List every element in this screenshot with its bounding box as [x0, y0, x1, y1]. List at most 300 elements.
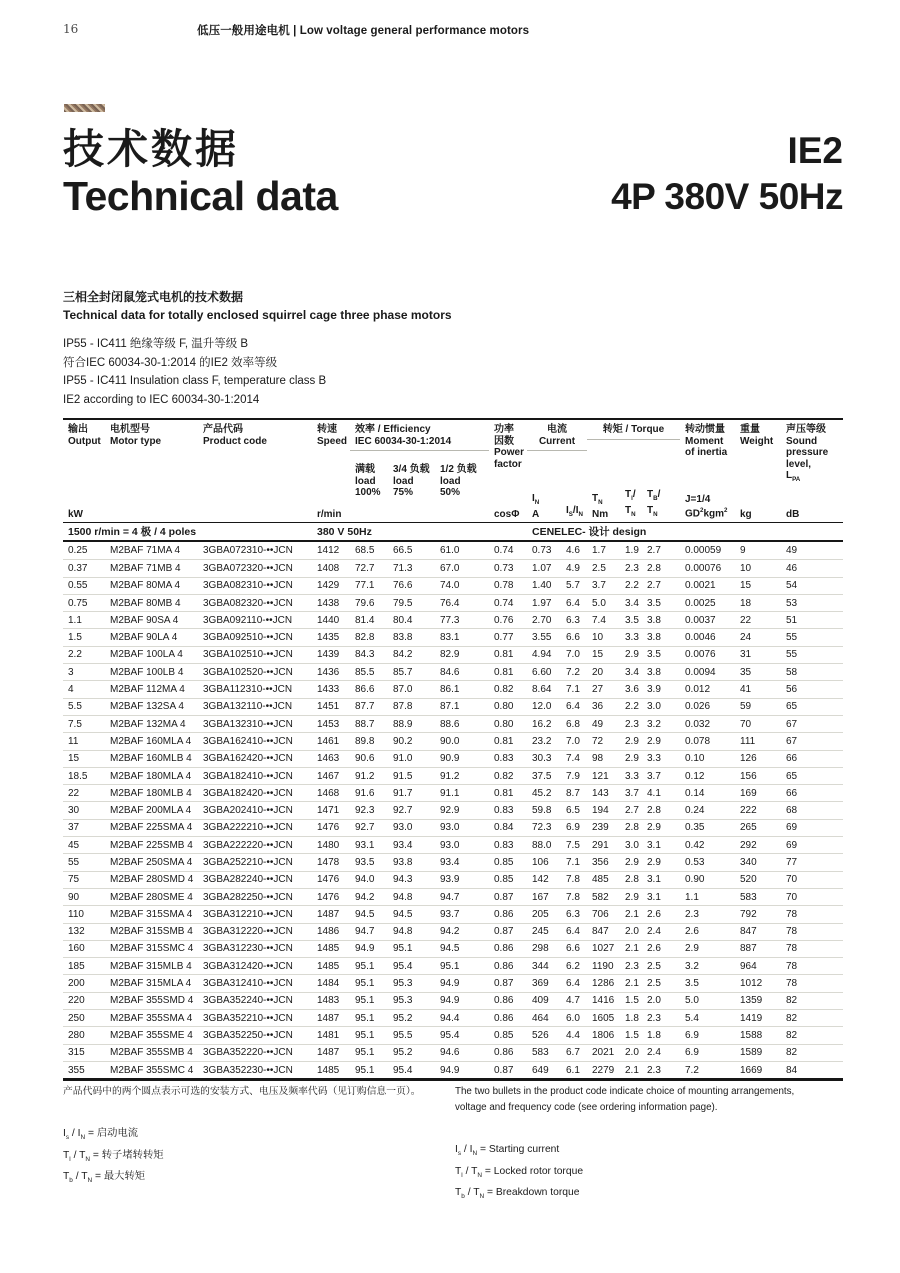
- cell-moment-of-inertia: 6.9: [685, 1029, 699, 1041]
- cell-moment-of-inertia: 6.9: [685, 1047, 699, 1059]
- cell-kw: 2.2: [68, 649, 82, 661]
- cell-cos-phi: 0.86: [494, 960, 514, 972]
- cell-torque-tl-tn: 2.0: [625, 926, 639, 938]
- cell-eff-50-load: 83.1: [440, 632, 460, 644]
- cell-current-is-in: 6.4: [566, 701, 580, 713]
- cell-eff-full-load: 94.2: [355, 891, 375, 903]
- cell-cos-phi: 0.86: [494, 908, 514, 920]
- cell-eff-full-load: 94.7: [355, 926, 375, 938]
- cell-product-code: 3GBA102510-••JCN: [203, 649, 293, 661]
- cell-product-code: 3GBA352240-••JCN: [203, 995, 293, 1007]
- cell-product-code: 3GBA252210-••JCN: [203, 856, 293, 868]
- cell-eff-75-load: 83.8: [393, 632, 413, 644]
- cell-sound-db: 65: [786, 770, 798, 782]
- cell-current-in-a: 344: [532, 960, 549, 972]
- cell-speed-rmin: 1487: [317, 908, 340, 920]
- cell-current-in-a: 583: [532, 1047, 549, 1059]
- cell-sound-db: 49: [786, 545, 798, 557]
- cell-eff-full-load: 95.1: [355, 1029, 375, 1041]
- cell-moment-of-inertia: 0.032: [685, 718, 711, 730]
- group-voltage-label: 380 V 50Hz: [317, 525, 372, 538]
- cell-motor-type: M2BAF 315SMC 4: [110, 943, 194, 955]
- cell-weight-kg: 22: [740, 614, 752, 626]
- page-title-zh: 技术数据: [63, 126, 239, 172]
- cell-current-is-in: 7.2: [566, 666, 580, 678]
- cell-product-code: 3GBA112310-••JCN: [203, 684, 293, 696]
- cell-sound-db: 67: [786, 718, 798, 730]
- cell-torque-tl-tn: 3.4: [625, 597, 639, 609]
- cell-cos-phi: 0.81: [494, 787, 514, 799]
- cell-torque-tn-nm: 1605: [592, 1012, 615, 1024]
- cell-eff-full-load: 82.8: [355, 632, 375, 644]
- cell-weight-kg: 24: [740, 632, 752, 644]
- cell-cos-phi: 0.73: [494, 562, 514, 574]
- header-eff-full-load: 满载 load 100%: [355, 464, 381, 498]
- cell-eff-75-load: 66.5: [393, 545, 413, 557]
- cell-torque-tn-nm: 1286: [592, 978, 615, 990]
- cell-eff-full-load: 93.1: [355, 839, 375, 851]
- cell-current-in-a: 106: [532, 856, 549, 868]
- product-code-note-en: The two bullets in the product code indicate choice of mounting arrangements, voltage and frequency code (see ordering information page).: [455, 1086, 795, 1113]
- cell-motor-type: M2BAF 71MB 4: [110, 562, 181, 574]
- cell-speed-rmin: 1435: [317, 632, 340, 644]
- cell-speed-rmin: 1485: [317, 960, 340, 972]
- cell-eff-50-load: 90.9: [440, 753, 460, 765]
- cell-current-in-a: 3.55: [532, 632, 552, 644]
- cell-current-in-a: 88.0: [532, 839, 552, 851]
- cell-current-in-a: 4.94: [532, 649, 552, 661]
- cell-eff-full-load: 95.1: [355, 978, 375, 990]
- cell-torque-tn-nm: 10: [592, 632, 604, 644]
- header-efficiency-title: 效率 / Efficiency IEC 60034-30-1:2014: [350, 424, 489, 451]
- cell-speed-rmin: 1412: [317, 545, 340, 557]
- intro-line: IP55 - IC411 绝缘等级 F, 温升等级 B: [63, 338, 249, 350]
- header-weight-unit: kg: [740, 508, 752, 520]
- cell-kw: 0.25: [68, 545, 88, 557]
- cell-kw: 11: [68, 735, 79, 747]
- cell-torque-tl-tn: 3.0: [625, 839, 639, 851]
- cell-motor-type: M2BAF 315SMB 4: [110, 926, 193, 938]
- cell-product-code: 3GBA132110-••JCN: [203, 701, 293, 713]
- cell-torque-tb-tn: 3.8: [647, 614, 661, 626]
- cell-moment-of-inertia: 7.2: [685, 1064, 699, 1076]
- cell-current-in-a: 1.40: [532, 580, 552, 592]
- cell-product-code: 3GBA282250-••JCN: [203, 891, 293, 903]
- cell-cos-phi: 0.74: [494, 597, 514, 609]
- title-right: [611, 128, 843, 220]
- cell-current-is-in: 7.9: [566, 770, 580, 782]
- cell-current-in-a: 45.2: [532, 787, 552, 799]
- cell-sound-db: 82: [786, 1047, 798, 1059]
- cell-eff-full-load: 72.7: [355, 562, 375, 574]
- table-rows: [63, 542, 843, 1081]
- cell-cos-phi: 0.87: [494, 891, 514, 903]
- cell-sound-db: 78: [786, 978, 798, 990]
- cell-current-is-in: 4.7: [566, 995, 580, 1007]
- cell-weight-kg: 792: [740, 908, 757, 920]
- cell-sound-db: 58: [786, 666, 798, 678]
- cell-product-code: 3GBA312220-••JCN: [203, 926, 293, 938]
- table-group-row: [63, 522, 843, 542]
- cell-torque-tb-tn: 2.8: [647, 805, 661, 817]
- cell-torque-tl-tn: 2.3: [625, 718, 639, 730]
- cell-current-in-a: 6.60: [532, 666, 552, 678]
- cell-weight-kg: 222: [740, 805, 757, 817]
- cell-moment-of-inertia: 5.0: [685, 995, 699, 1007]
- cell-speed-rmin: 1408: [317, 562, 340, 574]
- cell-eff-50-load: 94.7: [440, 891, 460, 903]
- cell-weight-kg: 292: [740, 839, 757, 851]
- cell-speed-rmin: 1481: [317, 1029, 340, 1041]
- intro-heading-zh: 三相全封闭鼠笼式电机的技术数据: [63, 290, 244, 304]
- cell-torque-tl-tn: 2.9: [625, 649, 639, 661]
- cell-torque-tn-nm: 15: [592, 649, 604, 661]
- cell-motor-type: M2BAF 180MLA 4: [110, 770, 192, 782]
- cell-cos-phi: 0.78: [494, 580, 514, 592]
- cell-torque-tn-nm: 706: [592, 908, 609, 920]
- cell-sound-db: 65: [786, 701, 798, 713]
- cell-product-code: 3GBA072320-••JCN: [203, 562, 293, 574]
- cell-eff-50-load: 92.9: [440, 805, 460, 817]
- cell-torque-tl-tn: 2.2: [625, 580, 639, 592]
- cell-torque-tn-nm: 239: [592, 822, 609, 834]
- cell-eff-full-load: 68.5: [355, 545, 375, 557]
- cell-weight-kg: 111: [740, 735, 756, 747]
- cell-kw: 280: [68, 1029, 85, 1041]
- cell-current-in-a: 649: [532, 1064, 549, 1076]
- header-product-code: [198, 420, 312, 522]
- cell-torque-tn-nm: 5.0: [592, 597, 606, 609]
- header-sound: [781, 420, 843, 522]
- table-row: [63, 611, 843, 628]
- cell-moment-of-inertia: 3.2: [685, 960, 699, 972]
- cell-cos-phi: 0.81: [494, 666, 514, 678]
- cell-weight-kg: 35: [740, 666, 752, 678]
- cell-speed-rmin: 1433: [317, 684, 340, 696]
- table-row: [63, 542, 843, 559]
- cell-torque-tl-tn: 2.9: [625, 753, 639, 765]
- cell-torque-tb-tn: 3.5: [647, 597, 661, 609]
- cell-torque-tl-tn: 2.1: [625, 943, 639, 955]
- cell-cos-phi: 0.83: [494, 753, 514, 765]
- cell-torque-tn-nm: 847: [592, 926, 609, 938]
- cell-product-code: 3GBA092110-••JCN: [203, 614, 293, 626]
- cell-eff-75-load: 85.7: [393, 666, 413, 678]
- cell-sound-db: 70: [786, 891, 798, 903]
- cell-kw: 7.5: [68, 718, 82, 730]
- header-current-subcolumns: [527, 493, 587, 520]
- cell-product-code: 3GBA352220-••JCN: [203, 1047, 293, 1059]
- cell-current-is-in: 7.0: [566, 735, 580, 747]
- header-sound-unit: dB: [786, 508, 800, 520]
- cell-motor-type: M2BAF 100LA 4: [110, 649, 183, 661]
- cell-cos-phi: 0.82: [494, 684, 514, 696]
- cell-torque-tn-nm: 582: [592, 891, 609, 903]
- cell-eff-75-load: 79.5: [393, 597, 413, 609]
- cell-current-in-a: 72.3: [532, 822, 552, 834]
- cell-torque-tn-nm: 1.7: [592, 545, 606, 557]
- table-row: [63, 871, 843, 888]
- spec-label: 4P 380V 50Hz: [611, 176, 843, 217]
- cell-kw: 4: [68, 684, 74, 696]
- cell-eff-full-load: 94.5: [355, 908, 375, 920]
- cell-eff-75-load: 95.1: [393, 943, 413, 955]
- cell-moment-of-inertia: 2.9: [685, 943, 699, 955]
- cell-sound-db: 55: [786, 632, 798, 644]
- cell-moment-of-inertia: 0.53: [685, 856, 705, 868]
- cell-torque-tb-tn: 1.8: [647, 1029, 661, 1041]
- table-row: [63, 577, 843, 594]
- cell-current-in-a: 59.8: [532, 805, 552, 817]
- cell-speed-rmin: 1487: [317, 1047, 340, 1059]
- cell-kw: 185: [68, 960, 85, 972]
- table-row: [63, 888, 843, 905]
- cell-torque-tl-tn: 2.1: [625, 1064, 639, 1076]
- header-torque-tn: $T_N$ Nm: [592, 493, 609, 520]
- header-current-in: $I_N$ A: [532, 493, 540, 520]
- header-motor-type-label: 电机型号 Motor type: [110, 424, 162, 447]
- header-torque-tl: $T_l/$ $T_N$: [625, 489, 636, 518]
- cell-torque-tn-nm: 72: [592, 735, 604, 747]
- cell-eff-75-load: 95.2: [393, 1047, 413, 1059]
- cell-weight-kg: 31: [740, 649, 752, 661]
- cell-motor-type: M2BAF 280SMD 4: [110, 874, 194, 886]
- cell-torque-tn-nm: 1806: [592, 1029, 615, 1041]
- cell-moment-of-inertia: 0.90: [685, 874, 705, 886]
- cell-moment-of-inertia: 0.078: [685, 735, 711, 747]
- cell-speed-rmin: 1436: [317, 666, 340, 678]
- cell-weight-kg: 964: [740, 960, 757, 972]
- cell-moment-of-inertia: 0.0037: [685, 614, 716, 626]
- cell-speed-rmin: 1451: [317, 701, 340, 713]
- table-row: [63, 784, 843, 801]
- cell-sound-db: 78: [786, 908, 798, 920]
- cell-kw: 1.1: [68, 614, 82, 626]
- header-inertia-label: 转动惯量 Moment of inertia: [685, 424, 728, 458]
- title-left: [63, 126, 338, 220]
- cell-current-is-in: 8.7: [566, 787, 580, 799]
- footnotes-en: [455, 1084, 843, 1206]
- cell-torque-tn-nm: 2279: [592, 1064, 615, 1076]
- cell-torque-tn-nm: 98: [592, 753, 604, 765]
- cell-cos-phi: 0.81: [494, 735, 514, 747]
- cell-torque-tb-tn: 2.3: [647, 1064, 661, 1076]
- page-number: 16: [63, 22, 79, 36]
- table-row: [63, 628, 843, 645]
- cell-weight-kg: 265: [740, 822, 757, 834]
- header-power-factor-unit: cosΦ: [494, 508, 520, 520]
- cell-current-is-in: 6.1: [566, 1064, 580, 1076]
- cell-eff-75-load: 91.5: [393, 770, 413, 782]
- cell-product-code: 3GBA352210-••JCN: [203, 1012, 293, 1024]
- cell-current-is-in: 6.3: [566, 908, 580, 920]
- cell-eff-75-load: 93.4: [393, 839, 413, 851]
- cell-torque-tb-tn: 3.1: [647, 839, 661, 851]
- table-row: [63, 992, 843, 1009]
- cell-weight-kg: 1359: [740, 995, 763, 1007]
- cell-eff-full-load: 92.3: [355, 805, 375, 817]
- intro-line: IP55 - IC411 Insulation class F, temperature class B: [63, 375, 327, 387]
- cell-eff-50-load: 88.6: [440, 718, 460, 730]
- cell-eff-75-load: 87.8: [393, 701, 413, 713]
- cell-eff-full-load: 79.6: [355, 597, 375, 609]
- cell-eff-full-load: 90.6: [355, 753, 375, 765]
- title-block: [63, 126, 843, 220]
- group-design-label: CENELEC- 设计 design: [532, 526, 647, 538]
- cell-kw: 220: [68, 995, 85, 1007]
- cell-current-is-in: 6.6: [566, 943, 580, 955]
- cell-weight-kg: 340: [740, 856, 757, 868]
- cell-torque-tn-nm: 7.4: [592, 614, 606, 626]
- cell-sound-db: 53: [786, 597, 798, 609]
- cell-eff-full-load: 77.1: [355, 580, 375, 592]
- header-speed: [312, 420, 350, 522]
- cell-weight-kg: 9: [740, 545, 746, 557]
- cell-eff-75-load: 76.6: [393, 580, 413, 592]
- header-torque-group: [587, 420, 680, 522]
- header-weight: [735, 420, 781, 522]
- cell-cos-phi: 0.86: [494, 943, 514, 955]
- cell-torque-tb-tn: 2.5: [647, 978, 661, 990]
- cell-kw: 160: [68, 943, 85, 955]
- cell-eff-full-load: 93.5: [355, 856, 375, 868]
- cell-eff-50-load: 93.0: [440, 839, 460, 851]
- cell-torque-tb-tn: 3.1: [647, 891, 661, 903]
- cell-speed-rmin: 1467: [317, 770, 340, 782]
- cell-weight-kg: 156: [740, 770, 757, 782]
- cell-moment-of-inertia: 0.0046: [685, 632, 716, 644]
- table-row: [63, 853, 843, 870]
- cell-cos-phi: 0.85: [494, 856, 514, 868]
- footnotes-zh: [63, 1084, 455, 1206]
- table-row: [63, 1044, 843, 1061]
- cell-torque-tn-nm: 121: [592, 770, 609, 782]
- cell-weight-kg: 1589: [740, 1047, 763, 1059]
- cell-speed-rmin: 1476: [317, 874, 340, 886]
- cell-weight-kg: 1588: [740, 1029, 763, 1041]
- cell-current-is-in: 7.1: [566, 684, 580, 696]
- intro-block: [63, 288, 663, 409]
- cell-speed-rmin: 1483: [317, 995, 340, 1007]
- table-row: [63, 715, 843, 732]
- cell-current-in-a: 245: [532, 926, 549, 938]
- table-row: [63, 559, 843, 576]
- cell-eff-full-load: 88.7: [355, 718, 375, 730]
- cell-motor-type: M2BAF 355SMD 4: [110, 995, 194, 1007]
- cell-moment-of-inertia: 0.012: [685, 684, 711, 696]
- cell-cos-phi: 0.85: [494, 874, 514, 886]
- table-row: [63, 940, 843, 957]
- cell-eff-75-load: 93.0: [393, 822, 413, 834]
- cell-speed-rmin: 1480: [317, 839, 340, 851]
- cell-weight-kg: 1012: [740, 978, 763, 990]
- cell-torque-tl-tn: 2.8: [625, 822, 639, 834]
- cell-motor-type: M2BAF 80MB 4: [110, 597, 181, 609]
- cell-torque-tb-tn: 2.5: [647, 960, 661, 972]
- cell-torque-tn-nm: 1190: [592, 960, 614, 972]
- cell-motor-type: M2BAF 315SMA 4: [110, 908, 193, 920]
- cell-torque-tb-tn: 2.6: [647, 943, 661, 955]
- cell-weight-kg: 18: [740, 597, 752, 609]
- cell-kw: 250: [68, 1012, 85, 1024]
- cell-current-in-a: 37.5: [532, 770, 552, 782]
- cell-motor-type: M2BAF 80MA 4: [110, 580, 181, 592]
- cell-product-code: 3GBA222220-••JCN: [203, 839, 293, 851]
- cell-eff-full-load: 95.1: [355, 1064, 375, 1076]
- cell-torque-tb-tn: 2.7: [647, 545, 661, 557]
- cell-moment-of-inertia: 0.14: [685, 787, 705, 799]
- header-inertia: [680, 420, 735, 522]
- def-breakdown-torque-en: $T_b / T_N$ = Breakdown torque: [455, 1187, 580, 1201]
- cell-cos-phi: 0.76: [494, 614, 514, 626]
- cell-motor-type: M2BAF 355SMC 4: [110, 1064, 194, 1076]
- cell-torque-tb-tn: 3.2: [647, 718, 661, 730]
- header-speed-label: 转速 Speed: [317, 424, 348, 447]
- cell-eff-75-load: 94.5: [393, 908, 413, 920]
- header-output: [63, 420, 105, 522]
- product-code-note-zh: 产品代码中的两个圆点表示可选的安装方式、电压及频率代码（见订购信息一页）。: [63, 1086, 421, 1097]
- cell-cos-phi: 0.83: [494, 839, 514, 851]
- def-locked-rotor-torque-en: $T_l / T_N$ = Locked rotor torque: [455, 1165, 584, 1179]
- table-row: [63, 1061, 843, 1078]
- cell-current-is-in: 6.6: [566, 632, 580, 644]
- table-row: [63, 594, 843, 611]
- definitions-en: [455, 1141, 843, 1206]
- table-row: [63, 680, 843, 697]
- cell-product-code: 3GBA132310-••JCN: [203, 718, 293, 730]
- cell-eff-75-load: 88.9: [393, 718, 413, 730]
- cell-torque-tl-tn: 2.0: [625, 1047, 639, 1059]
- cell-torque-tl-tn: 3.5: [625, 614, 639, 626]
- cell-moment-of-inertia: 0.0094: [685, 666, 716, 678]
- cell-torque-tn-nm: 36: [592, 701, 604, 713]
- cell-current-in-a: 1.07: [532, 562, 552, 574]
- cell-eff-50-load: 93.4: [440, 856, 460, 868]
- cell-product-code: 3GBA222210-••JCN: [203, 822, 293, 834]
- cell-weight-kg: 583: [740, 891, 757, 903]
- cell-product-code: 3GBA282240-••JCN: [203, 874, 293, 886]
- cell-eff-50-load: 95.1: [440, 960, 460, 972]
- def-locked-rotor-torque-zh: $T_l / T_N$ = 转子堵转转矩: [63, 1149, 164, 1163]
- cell-sound-db: 84: [786, 1064, 798, 1076]
- cell-eff-full-load: 92.7: [355, 822, 375, 834]
- cell-eff-75-load: 91.0: [393, 753, 413, 765]
- cell-moment-of-inertia: 0.00076: [685, 562, 722, 574]
- cell-product-code: 3GBA312210-••JCN: [203, 908, 293, 920]
- cell-eff-50-load: 94.9: [440, 1064, 460, 1076]
- cell-current-is-in: 6.7: [566, 1047, 580, 1059]
- cell-kw: 75: [68, 874, 80, 886]
- table-row: [63, 698, 843, 715]
- cell-torque-tb-tn: 2.8: [647, 562, 661, 574]
- cell-eff-full-load: 94.0: [355, 874, 375, 886]
- cell-cos-phi: 0.87: [494, 926, 514, 938]
- header-eff-50-load: 1/2 负载 load 50%: [440, 464, 477, 498]
- cell-speed-rmin: 1476: [317, 891, 340, 903]
- cell-torque-tb-tn: 4.1: [647, 787, 661, 799]
- cell-torque-tn-nm: 1027: [592, 943, 615, 955]
- cell-kw: 200: [68, 978, 85, 990]
- cell-current-is-in: 6.3: [566, 614, 580, 626]
- cell-eff-full-load: 85.5: [355, 666, 375, 678]
- cell-eff-50-load: 93.0: [440, 822, 460, 834]
- table-row: [63, 732, 843, 749]
- cell-eff-75-load: 92.7: [393, 805, 413, 817]
- cell-motor-type: M2BAF 200MLA 4: [110, 805, 192, 817]
- cell-current-in-a: 167: [532, 891, 549, 903]
- cell-torque-tl-tn: 2.2: [625, 701, 639, 713]
- cell-eff-full-load: 81.4: [355, 614, 375, 626]
